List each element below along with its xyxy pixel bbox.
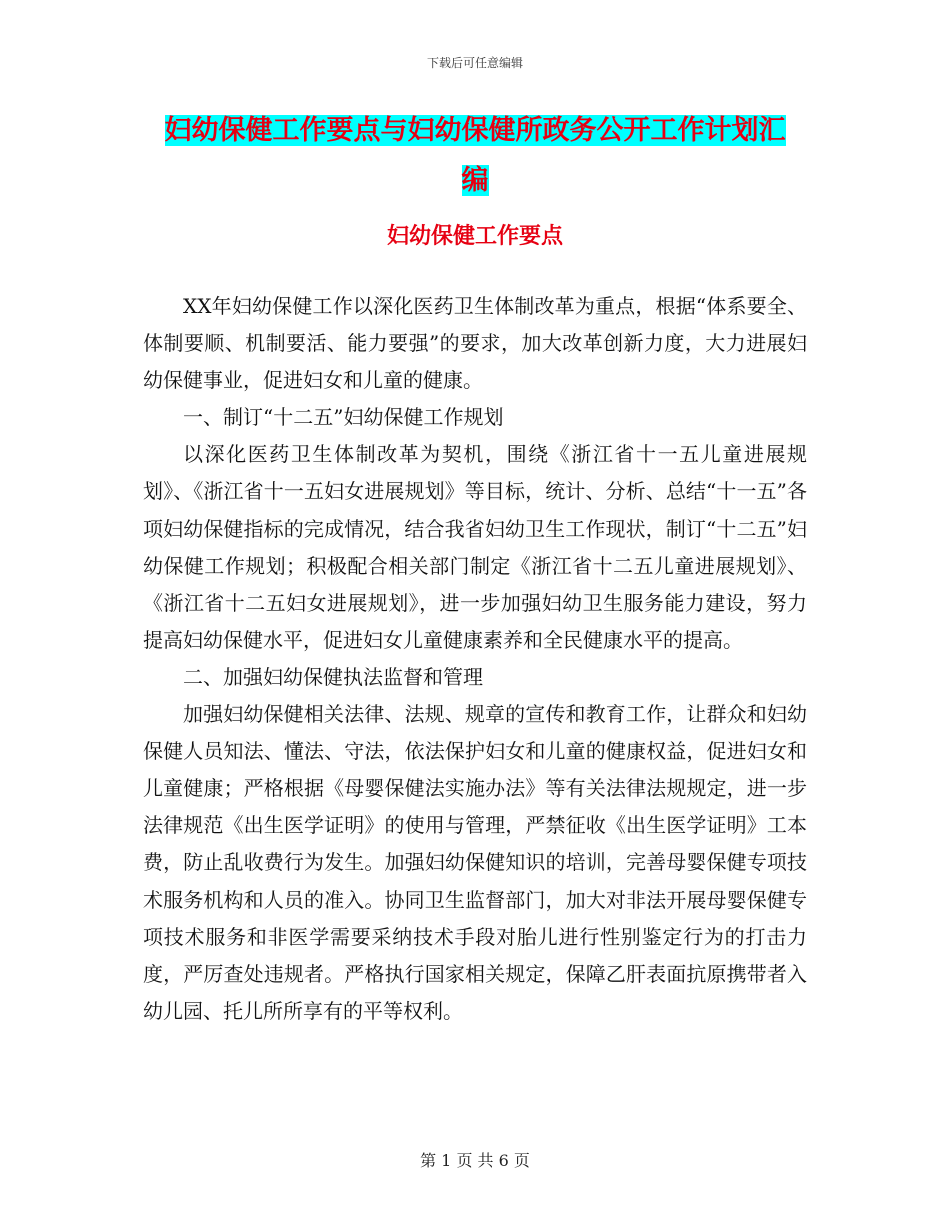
document-title <box>0 106 950 206</box>
paragraph-item-1: 以深化医药卫生体制改革为契机，围绕《浙江省十一五儿童进展规划》、《浙江省十一五妇女进展规划》等目标，统计、分析、总结“十一五”各项妇幼保健指标的完成情况，结合我省妇幼卫生工作现状，制订“十二五”妇幼保健工作规划；积极配合相关部门制定《浙江省十二五儿童进展规划》、《浙江省十二五妇女进展规划》，进一步加强妇幼卫生服务能力建设，努力提高妇幼保健水平，促进妇女儿童健康素养和全民健康水平的提高。 <box>143 442 807 652</box>
document-title-line-2: 编 <box>461 165 489 196</box>
paragraph-item-2: 加强妇幼保健相关法律、法规、规章的宣传和教育工作，让群众和妇幼保健人员知法、懂法、守法，依法保护妇女和儿童的健康权益，促进妇女和儿童健康；严格根据《母婴保健法实施办法》等有关法律法规规定，进一步法律规范《出生医学证明》的使用与管理，严禁征收《出生医学证明》工本费，防止乱收费行为发生。加强妇幼保健知识的培训，完善母婴保健专项技术服务机构和人员的准入。协同卫生监督部门，加大对非法开展母婴保健专项技术服务和非医学需要采纳技术手段对胎儿进行性别鉴定行为的打击力度，严厉查处违规者。严格执行国家相关规定，保障乙肝表面抗原携带者入幼儿园、托儿所所享有的平等权利。 <box>143 702 807 1023</box>
heading-item-2: 二、加强妇幼保健执法监督和管理 <box>183 664 483 689</box>
page-footer: 第 1 页 共 6 页 <box>420 1151 530 1170</box>
document-body <box>143 288 807 1030</box>
heading-item-1: 一、制订“十二五”妇幼保健工作规划 <box>183 405 504 430</box>
page-header-note: 下载后可任意编辑 <box>426 56 523 70</box>
document-title-line-1: 妇幼保健工作要点与妇幼保健所政务公开工作计划汇 <box>164 115 786 146</box>
section-title: 妇幼保健工作要点 <box>386 223 563 249</box>
paragraph-intro: XX年妇幼保健工作以深化医药卫生体制改革为重点，根据“体系要全、体制要顺、机制要活、能力要强”的要求，加大改革创新力度，大力进展妇幼保健事业，促进妇女和儿童的健康。 <box>143 294 807 393</box>
